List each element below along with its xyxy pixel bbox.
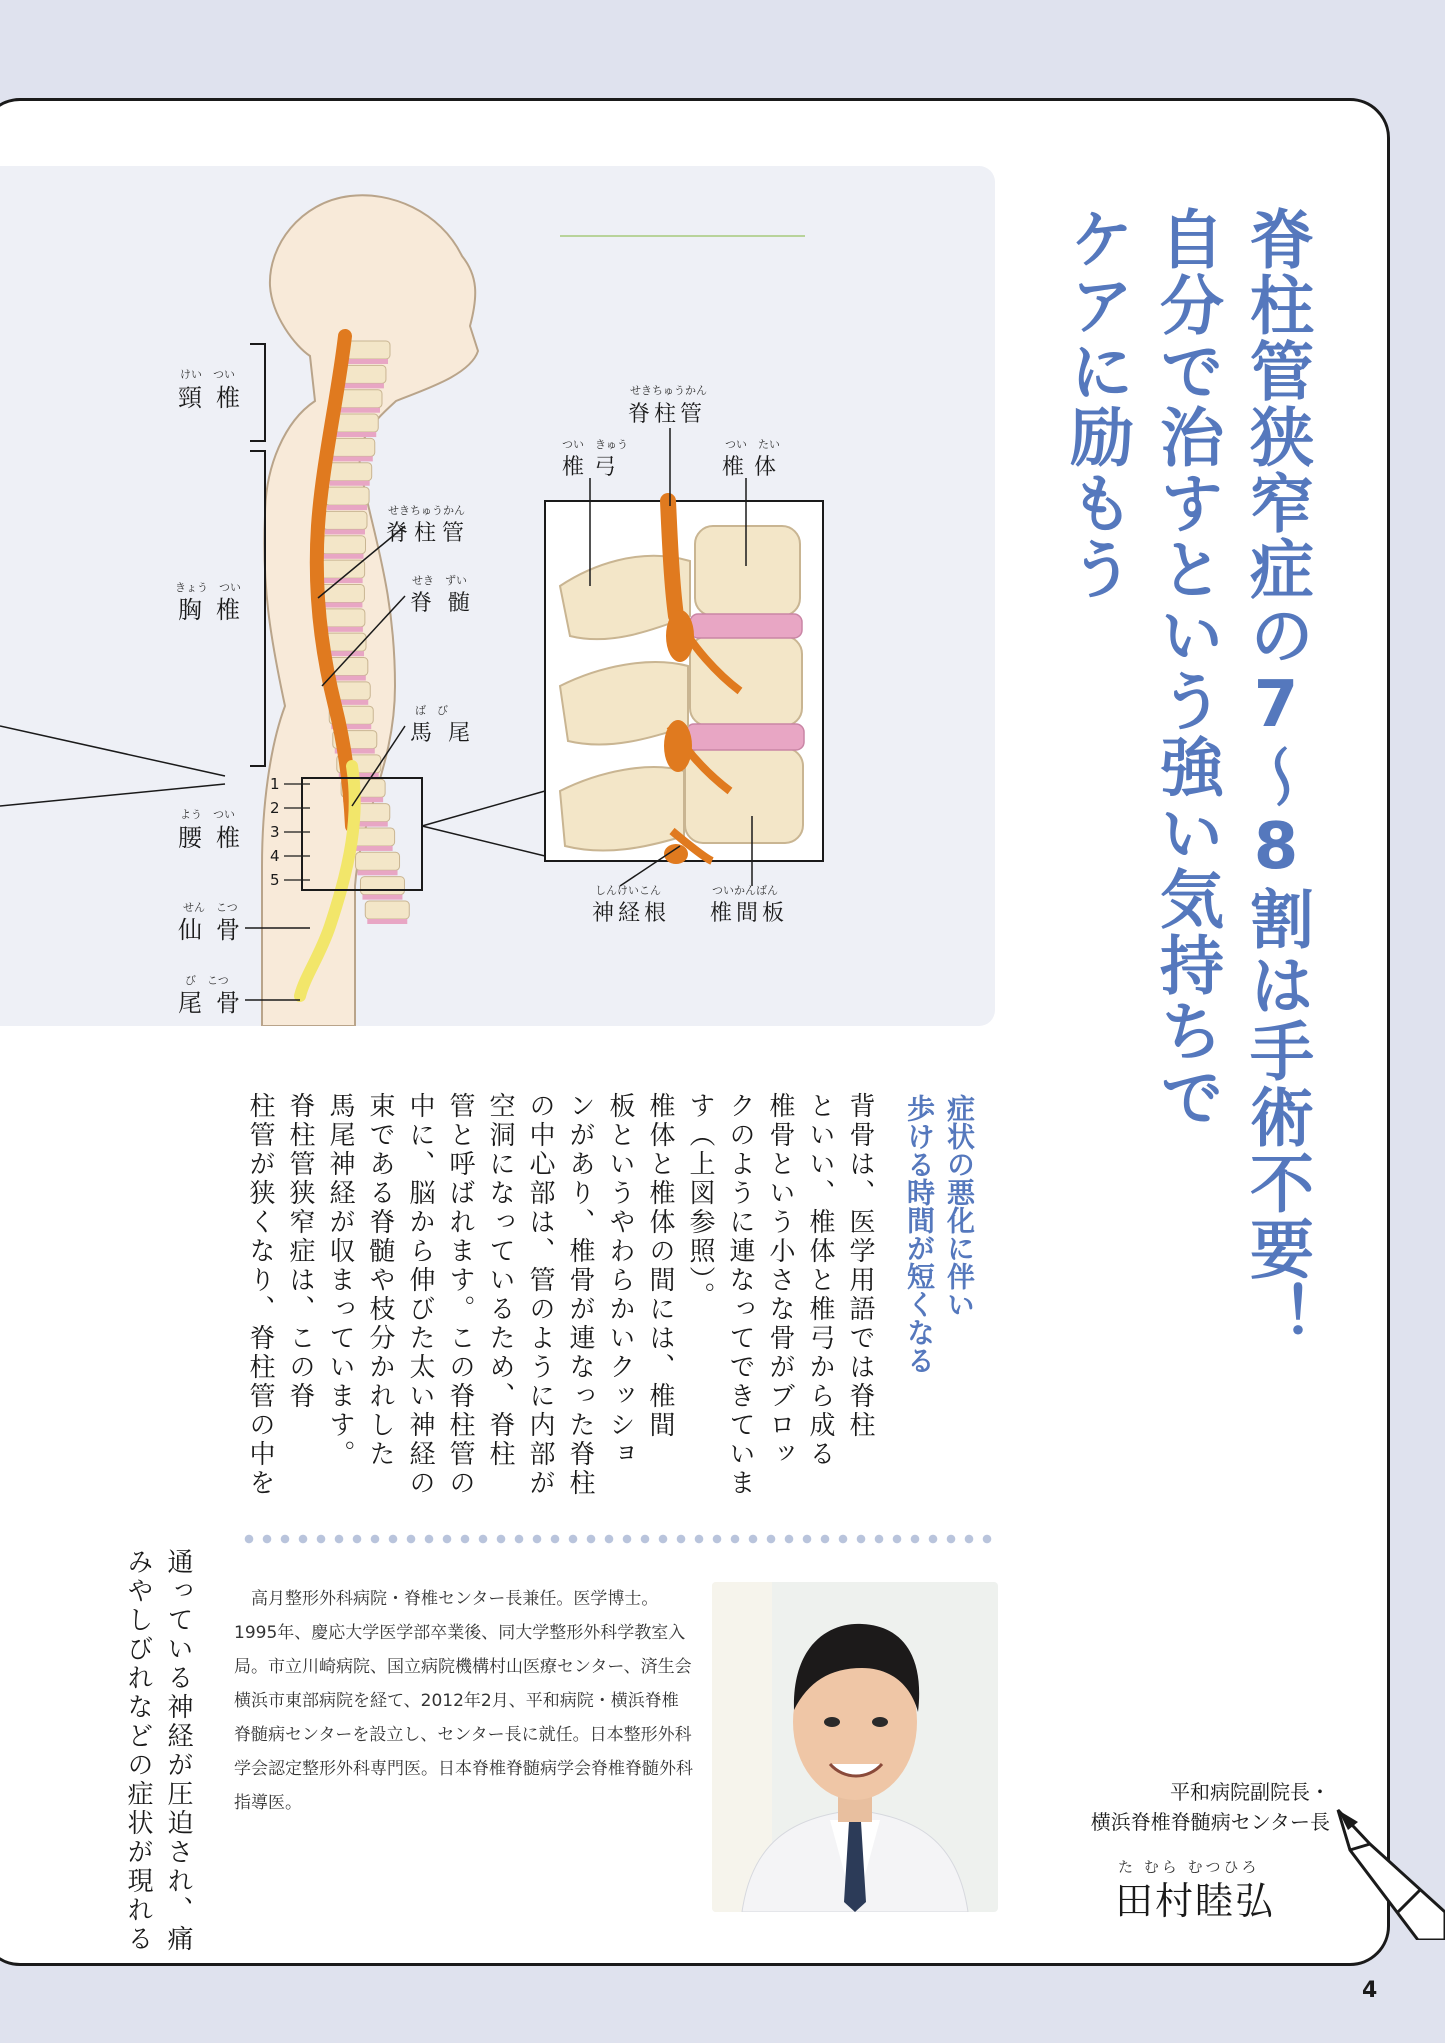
disc [323, 627, 363, 632]
body-column: 馬尾神経が収まっています。 [325, 1092, 355, 1469]
disc [330, 481, 370, 486]
disc [344, 383, 384, 388]
body-column: 板というやわらかいクッショ [605, 1092, 635, 1469]
disc [325, 529, 365, 534]
author-bio: 高月整形外科病院・脊椎センター長兼任。医学博士。1995年、慶応大学医学部卒業後、同大学整形外科学教室入局。市立川崎病院、国立病院機構村山医療センター、済生会横浜市東部病院を経て、2012年2月、平和病院・横浜脊椎脊髄病センターを設立し、センター長に就任。日本整形外科学会認定整形外科専門医。日本脊椎脊髄病学会脊椎脊髄外科指導医。 [234, 1589, 693, 1813]
author-photo [712, 1582, 998, 1912]
lamina-ruby: つい きゅう [562, 438, 628, 451]
author-role-line-1: 平和病院副院長・ [1170, 1780, 1330, 1804]
disc [353, 846, 393, 851]
body-column: 柱管が狭くなり、脊柱管の中を [245, 1092, 275, 1498]
lumbar-number: 3 [270, 823, 280, 841]
disc [362, 895, 402, 900]
disc-ruby: ついかんばん [712, 884, 778, 897]
subheading-line-2: 歩ける時間が短くなる [903, 1094, 936, 1374]
lamina-label: 椎弓 [562, 455, 627, 480]
spinal-cord-ruby: せき ずい [412, 574, 467, 587]
disc-label: 椎間板 [710, 901, 789, 926]
disc [340, 408, 380, 413]
spinal-canal-ruby: せきちゅうかん [388, 504, 465, 517]
vertebra [321, 560, 365, 578]
coccyx-label: 尾骨 [178, 989, 254, 1017]
nerve-root-label: 神経根 [592, 901, 671, 926]
body-column: 椎骨という小さな骨がブロッ [765, 1092, 795, 1469]
vertebra [321, 536, 365, 554]
body-column: 背骨は、医学用語では脊柱 [845, 1092, 875, 1440]
vertebra [331, 438, 375, 456]
lumbar-number: 5 [270, 871, 280, 889]
detail-canal-label: 脊柱管 [628, 402, 707, 427]
spine-figure [0, 166, 995, 1026]
vertebra [334, 414, 378, 432]
cauda-label: 馬尾 [410, 721, 487, 746]
disc [336, 432, 376, 437]
body-column: 管と呼ばれます。この脊柱管の [445, 1092, 475, 1498]
nerve-root-ruby: しんけいこん [595, 884, 661, 897]
spinal-canal-label: 脊柱管 [386, 521, 471, 546]
disc [333, 456, 373, 461]
coccyx-ruby: び こつ [185, 974, 229, 987]
cauda-ruby: ば び [415, 704, 448, 717]
cervical-ruby: けい つい [180, 368, 235, 381]
vertebra [360, 877, 404, 895]
vertebra [365, 901, 409, 919]
author-role-line-2: 横浜脊椎脊髄病センター長 [1090, 1810, 1330, 1834]
body-column: 中に、脳から伸びた太い神経の [405, 1092, 435, 1498]
body-column: ンがあり、椎骨が連なった脊柱 [565, 1092, 595, 1498]
pen-icon [1330, 1800, 1445, 1940]
body-column: 束である脊髄や枝分かれした [365, 1092, 395, 1469]
headline-line-2: 自分で治すという強い気持ちで [1149, 206, 1223, 1130]
lumbar-ruby: よう つい [180, 808, 235, 821]
headline-line-3: ケアに励もう [1059, 206, 1133, 602]
body-column: といい、椎体と椎弓から成る [805, 1092, 835, 1469]
body-column: 空洞になっているため、脊柱 [485, 1092, 515, 1469]
dotted-divider [240, 1534, 1000, 1544]
body-column: みやしびれなどの症状が現れる [123, 1548, 153, 1954]
vertebra [356, 852, 400, 870]
body-column: 脊柱管狭窄症は、この脊 [285, 1092, 315, 1411]
thoracic-ruby: きょう つい [175, 581, 241, 594]
lumbar-label: 腰椎 [178, 824, 254, 852]
vertebra [325, 487, 369, 505]
disc [322, 602, 362, 607]
vertebra [321, 609, 365, 627]
vertebra [323, 511, 367, 529]
disc [323, 554, 363, 559]
body-label: 椎体 [722, 455, 787, 480]
author-name-ruby: た むら むつひろ [1118, 1858, 1260, 1876]
vertebra [320, 584, 364, 602]
subheading-line-1: 症状の悪化に伴い [943, 1094, 976, 1318]
disc [367, 919, 407, 924]
cervical-label: 頸椎 [178, 384, 254, 412]
lumbar-number: 1 [270, 775, 280, 793]
author-name: 田村睦弘 [1115, 1879, 1276, 1923]
body-column: 椎体と椎体の間には、椎間 [645, 1092, 675, 1440]
thoracic-label: 胸椎 [178, 596, 254, 624]
vertebra [346, 341, 390, 359]
disc [348, 359, 388, 364]
body-column: クのように連なってできていま [725, 1092, 755, 1498]
vertebra [338, 390, 382, 408]
body-column: す（上図参照）。 [685, 1092, 715, 1311]
disc [327, 505, 367, 510]
body-column: 通っている神経が圧迫され、痛 [163, 1548, 193, 1954]
vertebra [342, 365, 386, 383]
disc [323, 578, 363, 583]
spinal-cord-label: 脊髄 [410, 591, 487, 616]
sacrum-label: 仙骨 [178, 916, 254, 944]
lumbar-number: 2 [270, 799, 280, 817]
body-column: の中心部は、管のように内部が [525, 1092, 555, 1498]
body-ruby: つい たい [725, 438, 780, 451]
vertebra [328, 463, 372, 481]
page-number: 4 [1362, 1978, 1378, 2003]
detail-canal-ruby: せきちゅうかん [630, 384, 707, 397]
disc [358, 870, 398, 875]
sacrum-ruby: せん こつ [183, 901, 238, 914]
lumbar-number: 4 [270, 847, 280, 865]
headline-line-1: 脊柱管狭窄症の7〜8割は手術不要！ [1239, 206, 1313, 1348]
spine-illustration [0, 166, 995, 1026]
